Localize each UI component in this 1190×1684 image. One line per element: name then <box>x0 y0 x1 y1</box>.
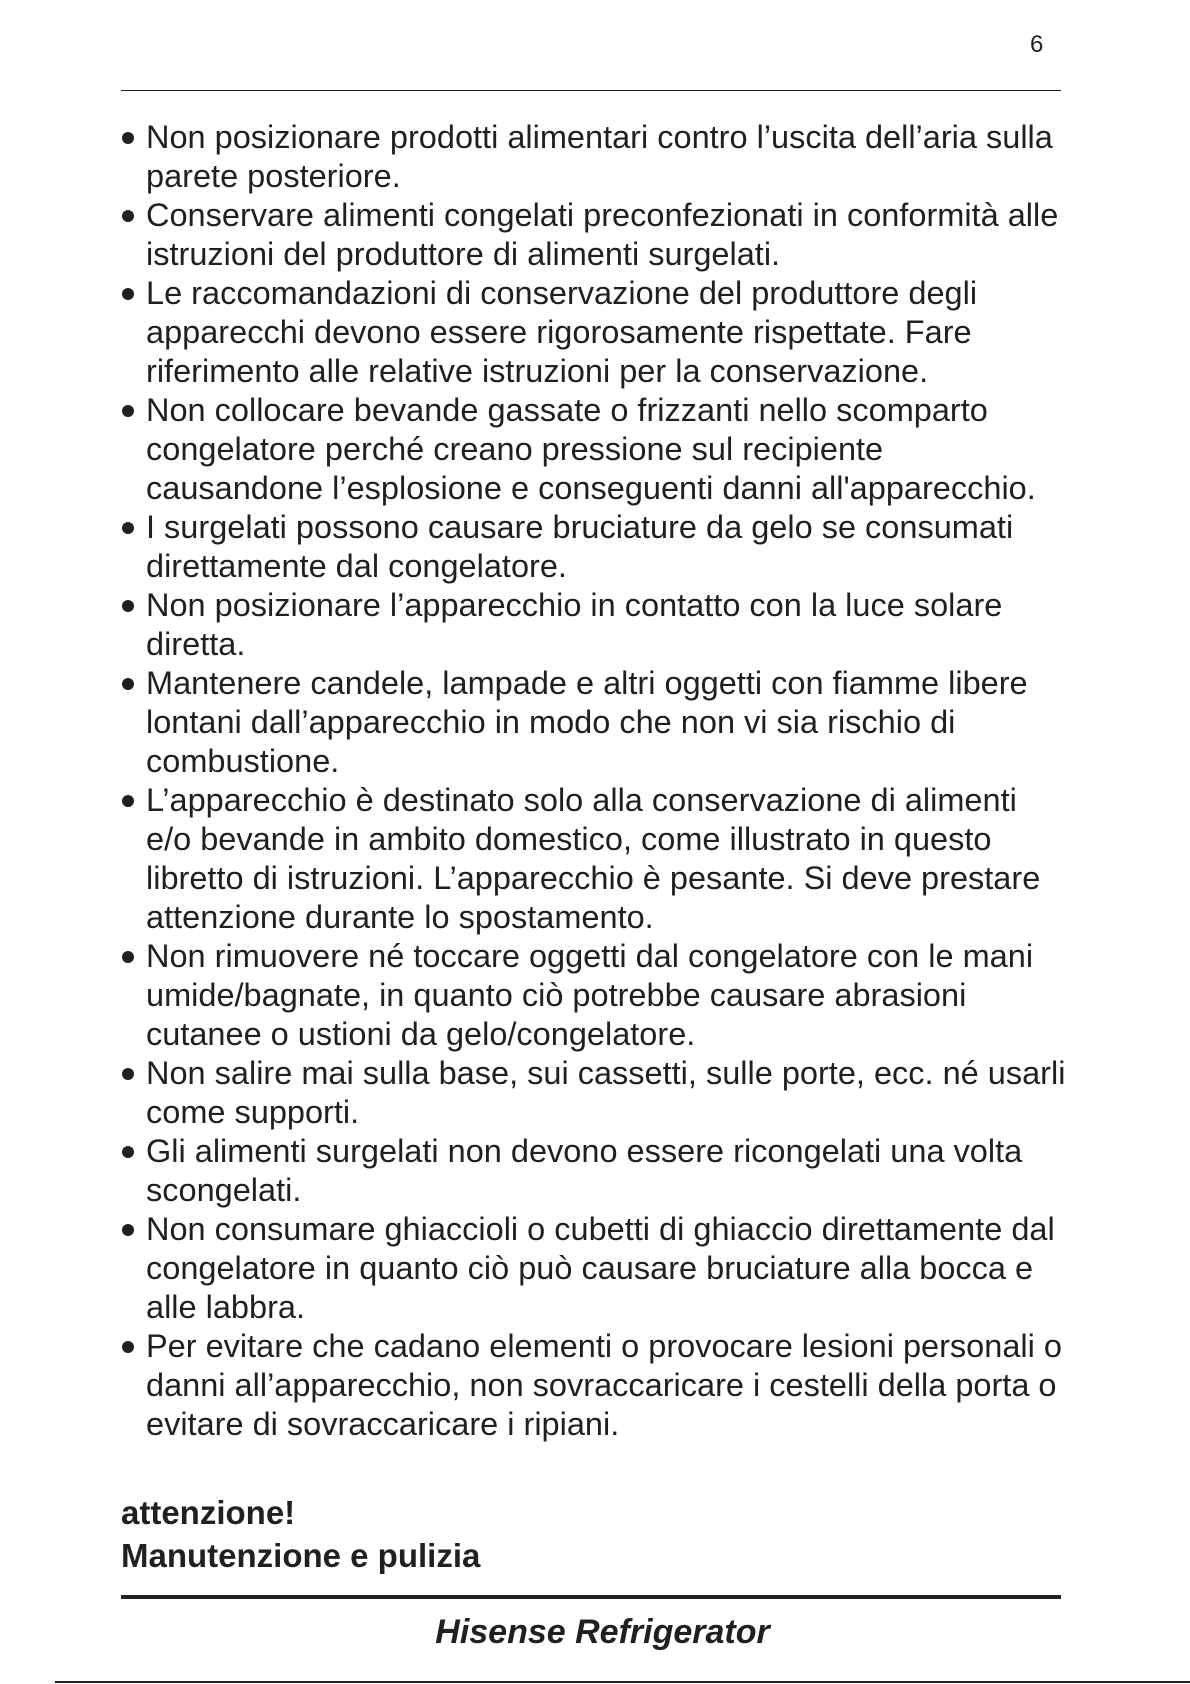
list-item-text: Non collocare bevande gassate o frizzanti nello scomparto congelatore perché creano pressione sul recipiente causandone l’esplosione e conseguenti danni all'apparecchio. <box>146 392 1036 506</box>
list-item-text: Gli alimenti surgelati non devono essere ricongelati una volta scongelati. <box>146 1133 1023 1208</box>
bullet-icon <box>122 210 134 222</box>
header-divider <box>121 90 1061 91</box>
section-heading: Manutenzione e pulizia <box>121 1537 481 1574</box>
section-headings <box>121 1491 1066 1577</box>
bullet-icon <box>122 1341 134 1353</box>
list-item <box>121 937 1066 1054</box>
footer-divider <box>121 1595 1061 1599</box>
list-item-text: Mantenere candele, lampade e altri oggetti con fiamme libere lontani dall’apparecchio in modo che non vi sia rischio di combustione. <box>146 665 1028 779</box>
bullet-icon <box>122 522 134 534</box>
bullet-icon <box>122 1224 134 1236</box>
page-number: 6 <box>1030 31 1044 58</box>
bullet-icon <box>122 1146 134 1158</box>
list-item <box>121 196 1066 274</box>
list-item <box>121 274 1066 391</box>
list-item-text: Non rimuovere né toccare oggetti dal congelatore con le mani umide/bagnate, in quanto ciò potrebbe causare abrasioni cutanee o ustioni da gelo/congelatore. <box>146 938 1034 1052</box>
list-item <box>121 781 1066 937</box>
bullet-icon <box>122 951 134 963</box>
list-item <box>121 1132 1066 1210</box>
bullet-icon <box>122 795 134 807</box>
list-item-text: I surgelati possono causare bruciature da gelo se consumati direttamente dal congelatore. <box>146 509 1014 584</box>
bullet-icon <box>122 132 134 144</box>
list-item-text: Non salire mai sulla base, sui cassetti, sulle porte, ecc. né usarli come supporti. <box>146 1055 1066 1130</box>
bullet-icon <box>122 600 134 612</box>
list-item-text: Conservare alimenti congelati preconfezionati in conformità alle istruzioni del produttore di alimenti surgelati. <box>146 197 1059 272</box>
brand-footer: Hisense Refrigerator <box>435 1613 770 1651</box>
warning-heading: attenzione! <box>121 1494 296 1531</box>
bullet-icon <box>122 1068 134 1080</box>
list-item <box>121 586 1066 664</box>
list-item <box>121 391 1066 508</box>
list-item <box>121 1327 1066 1444</box>
list-item-text: L’apparecchio è destinato solo alla conservazione di alimenti e/o bevande in ambito domestico, come illustrato in questo libretto di istruzioni. L’apparecchio è pesante. Si deve prestare attenzione durante lo spostamento. <box>146 782 1041 935</box>
list-item-text: Le raccomandazioni di conservazione del produttore degli apparecchi devono essere rigorosamente rispettate. Fare riferimento alle relative istruzioni per la conservazione. <box>146 275 978 389</box>
list-item <box>121 664 1066 781</box>
list-item-text: Non consumare ghiaccioli o cubetti di ghiaccio direttamente dal congelatore in quanto ciò può causare bruciature alla bocca e alle labbra. <box>146 1211 1055 1325</box>
list-item <box>121 1054 1066 1132</box>
bullet-icon <box>122 405 134 417</box>
list-item <box>121 118 1066 196</box>
list-item <box>121 508 1066 586</box>
bullet-icon <box>122 288 134 300</box>
list-item <box>121 1210 1066 1327</box>
list-item-text: Per evitare che cadano elementi o provocare lesioni personali o danni all’apparecchio, non sovraccaricare i cestelli della porta o evitare di sovraccaricare i ripiani. <box>146 1328 1062 1442</box>
list-item-text: Non posizionare prodotti alimentari contro l’uscita dell’aria sulla parete posteriore. <box>146 119 1053 194</box>
bullet-icon <box>122 678 134 690</box>
list-item-text: Non posizionare l’apparecchio in contatto con la luce solare diretta. <box>146 587 1003 662</box>
safety-bullet-list <box>121 118 1066 1444</box>
page-bottom-rule <box>55 1681 1190 1683</box>
